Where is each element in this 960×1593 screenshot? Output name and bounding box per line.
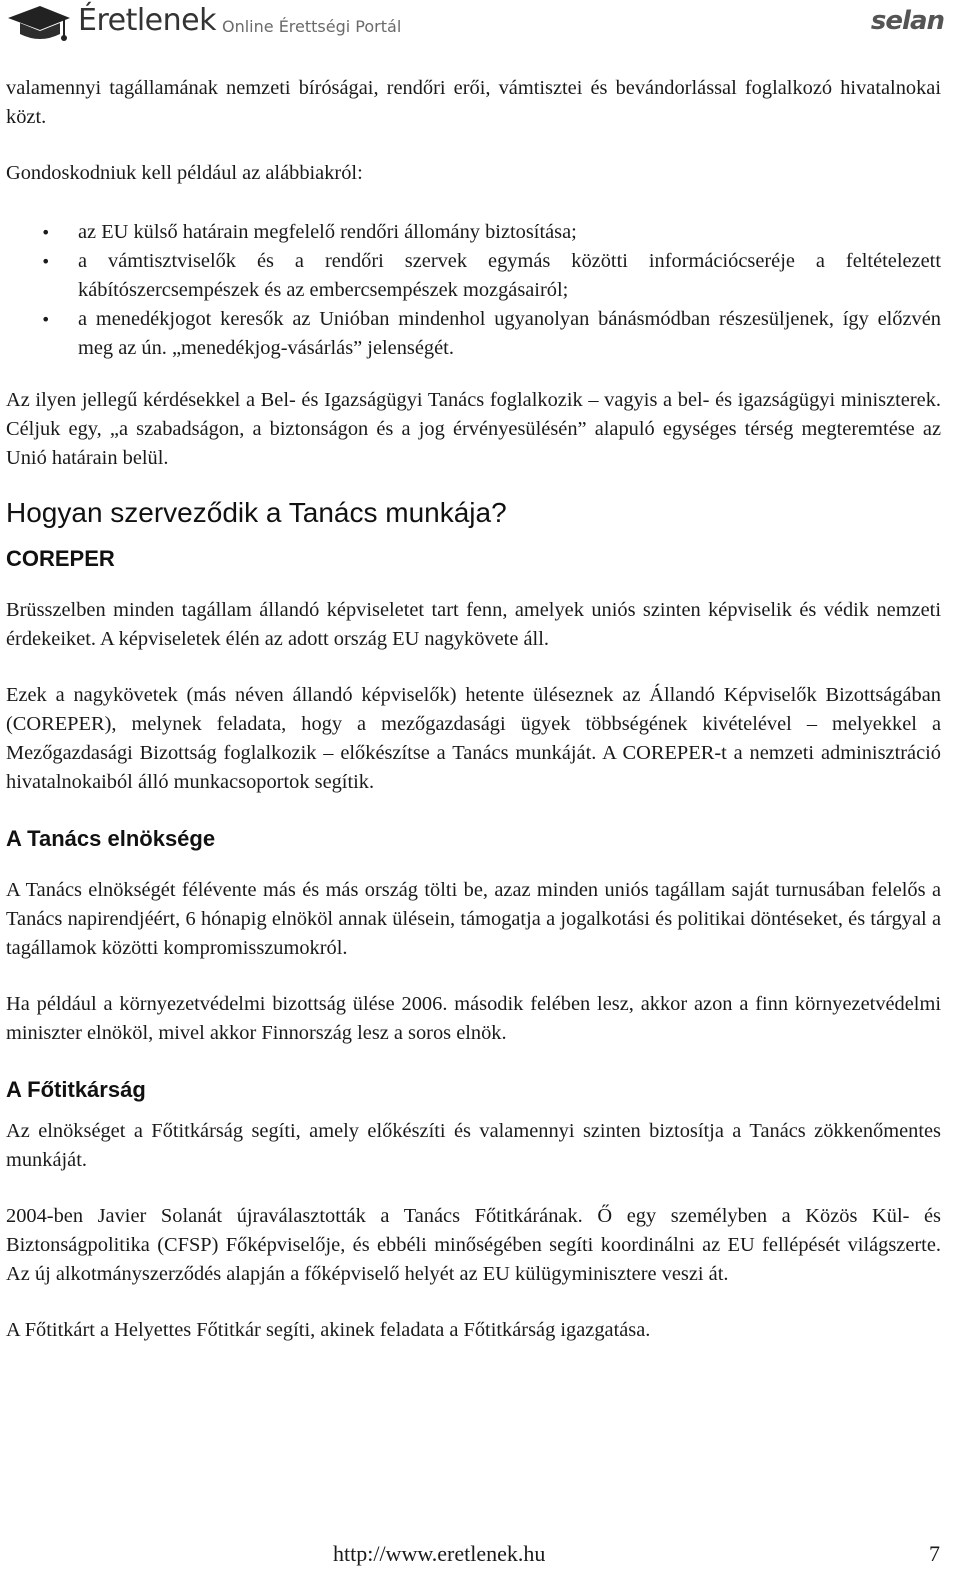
graduation-cap-icon bbox=[6, 4, 72, 44]
heading-organization: Hogyan szerveződik a Tanács munkája? bbox=[6, 497, 507, 528]
page-header bbox=[0, 0, 960, 52]
presidency-paragraph-2: Ha például a környezetvédelmi bizottság ülése 2006. második felében lesz, akkor azon a finn környezetvédelmi miniszter elnököl, mivel akkor Finnország lesz a soros elnök. bbox=[6, 993, 941, 1044]
coreper-paragraph-1: Brüsszelben minden tagállam állandó képviseletet tart fenn, amelyek uniós szinten képviselik és védik nemzeti érdekeiket. A képviseletek élén az adott ország EU nagykövete áll. bbox=[6, 599, 941, 650]
heading-secretariat: A Főtitkárság bbox=[6, 1077, 146, 1102]
secretariat-paragraph-2: 2004-ben Javier Solanát újraválasztották a Tanács Főtitkárának. Ő egy személyben a Közös Kül- és Biztonságpolitika (CFSP) Főképviselője, és ebbéli minőségében segíti koordinálni az EU fellépését világszerte. Az új alkotmányszerződés alapján a főképviselő helyét az EU külügyminisztere veszi át. bbox=[6, 1205, 941, 1285]
bullet-list bbox=[6, 218, 941, 363]
bullet-item: • a vámtisztviselők és a rendőri szervek egymás közötti információcseréje a feltételezett kábítószercsempészek és az embercsempészek mozgásairól; bbox=[6, 247, 941, 305]
heading-presidency: A Tanács elnöksége bbox=[6, 826, 216, 851]
bullet-item: • az EU külső határain megfelelő rendőri állomány biztosítása; bbox=[6, 218, 941, 247]
heading-coreper: COREPER bbox=[6, 546, 115, 571]
care-intro: Gondoskodniuk kell például az alábbiakról: bbox=[6, 162, 363, 184]
intro-continuation: valamennyi tagállamának nemzeti bíróságai, rendőri erői, vámtisztei és bevándorlással foglalkozó hivatalnokai közt. bbox=[6, 77, 941, 128]
bullet-item: • a menedékjogot keresők az Unióban mindenhol ugyanolyan bánásmódban részesüljenek, így előzvén meg az ún. „menedékjog-vásárlás” jelenségét. bbox=[6, 305, 941, 363]
secretariat-paragraph-1: Az elnökséget a Főtitkárság segíti, amely előkészíti és valamennyi szinten biztosítja a Tanács zökkenőmentes munkáját. bbox=[6, 1120, 941, 1171]
secretariat-paragraph-3: A Főtitkárt a Helyettes Főtitkár segíti, akinek feladata a Főtitkárság igazgatása. bbox=[6, 1319, 651, 1341]
page-number: 7 bbox=[929, 1541, 940, 1566]
presidency-paragraph-1: A Tanács elnökségét félévente más és más ország tölti be, azaz minden uniós tagállam saját turnusában felelős a Tanács napirendjéért, 6 hónapig elnököl annak ülésein, támogatja a jogalkotási és politikai döntéseket, és tárgyal a tagállamok közötti kompromisszumokról. bbox=[6, 879, 941, 959]
document-body bbox=[6, 74, 941, 1345]
council-paragraph: Az ilyen jellegű kérdésekkel a Bel- és Igazságügyi Tanács foglalkozik – vagyis a bel- és igazságügyi miniszterek. Céljuk egy, „a szabadságon, a biztonságon és a jog érvényesülésén” alapuló egységes térség megteremtése az Unió határain belül. bbox=[6, 389, 941, 469]
site-subtitle: Online Érettségi Portál bbox=[222, 17, 402, 36]
sponsor-logo: selan bbox=[870, 6, 944, 36]
footer-url[interactable]: http://www.eretlenek.hu bbox=[333, 1541, 546, 1566]
coreper-paragraph-2: Ezek a nagykövetek (más néven állandó képviselők) hetente üléseznek az Állandó Képviselők Bizottságában (COREPER), melynek feladata, hogy a mezőgazdasági ügyek többségének kivételével – melyekkel a Mezőgazdasági Bizottság foglalkozik – előkészítse a Tanács munkáját. A COREPER-t a nemzeti adminisztráció hivatalnokaiból álló munkacsoportok segítik. bbox=[6, 684, 941, 793]
site-name: Éretlenek bbox=[78, 3, 216, 38]
